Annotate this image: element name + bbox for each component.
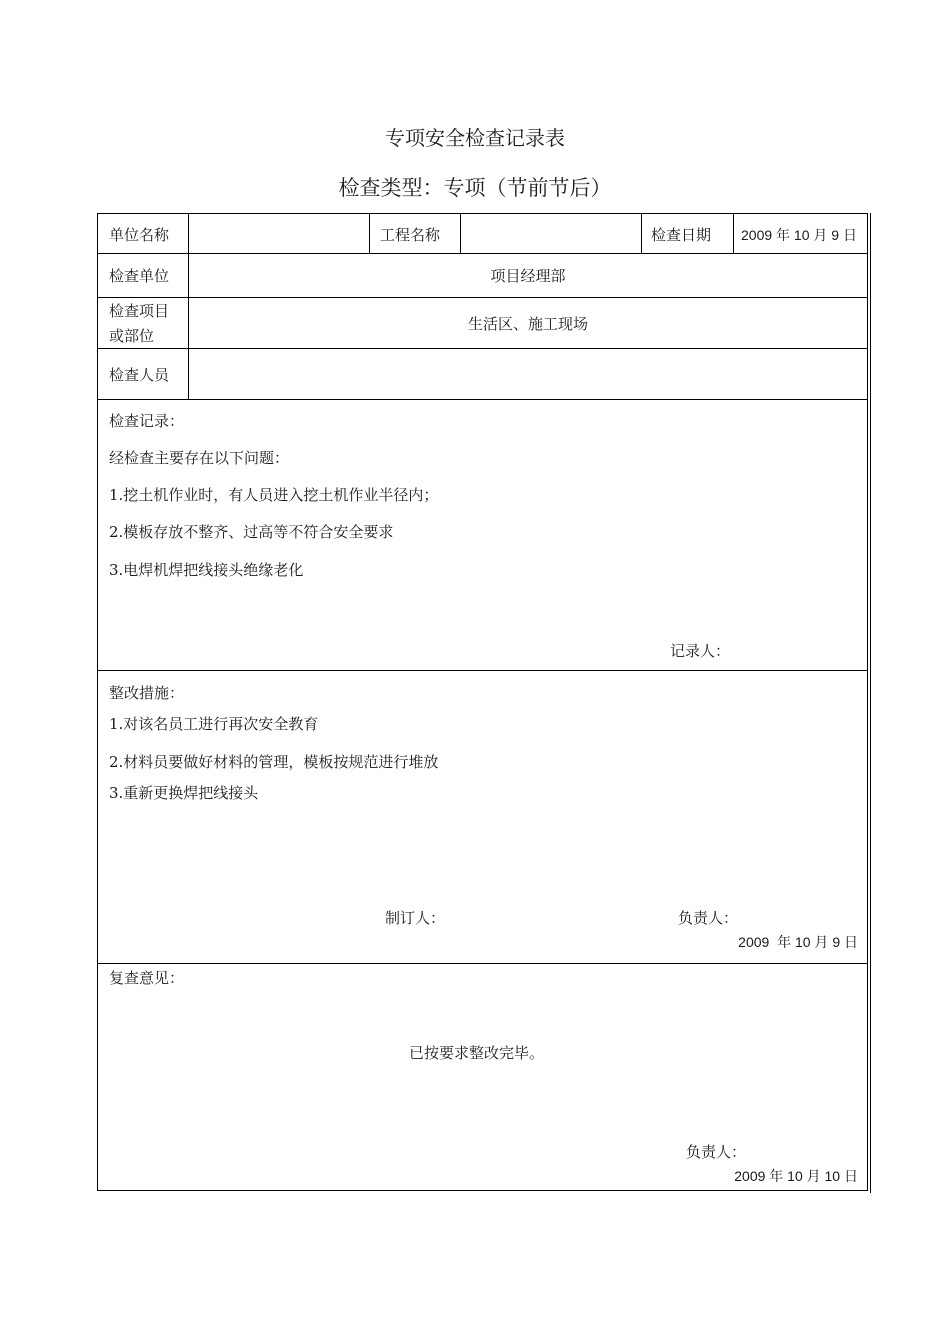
- unit-name-label: 单位名称: [109, 226, 170, 244]
- inspectors-label: 检查人员: [109, 366, 170, 384]
- inspection-item-label-line2: 或部位: [109, 327, 155, 345]
- record-item: 3.电焊机焊把线接头绝缘老化: [109, 561, 304, 579]
- inspection-item-value: 生活区、施工现场: [467, 315, 588, 333]
- row-divider: [98, 963, 867, 964]
- rectify-date: 2009 年 10 月 9 日: [738, 934, 858, 950]
- inspection-date-label: 检查日期: [651, 226, 712, 244]
- rectify-item: 3.重新更换焊把线接头: [109, 784, 259, 802]
- inspection-record-form: [97, 213, 868, 1191]
- record-heading: 检查记录：: [109, 412, 185, 430]
- document-title: 专项安全检查记录表: [385, 126, 565, 150]
- column-divider: [460, 214, 461, 254]
- row-divider: [98, 297, 867, 298]
- inspecting-unit-value: 项目经理部: [490, 267, 566, 285]
- inspection-type-subtitle: 检查类型：专项（节前节后）: [338, 176, 612, 200]
- recorder-label: 记录人：: [670, 642, 731, 660]
- review-responsible-label: 负责人：: [686, 1143, 747, 1161]
- column-divider: [369, 214, 370, 254]
- row-divider: [98, 399, 867, 400]
- inspection-item-label-line1: 检查项目: [109, 302, 170, 320]
- inspection-date-value: 2009 年 10 月 9 日: [741, 227, 857, 243]
- inspecting-unit-label: 检查单位: [109, 267, 170, 285]
- column-divider: [641, 214, 642, 254]
- row-divider: [98, 253, 867, 254]
- review-date: 2009 年 10 月 10 日: [734, 1168, 858, 1184]
- record-item: 1.挖土机作业时，有人员进入挖土机作业半径内；: [109, 486, 439, 504]
- maker-label: 制订人：: [385, 909, 446, 927]
- column-divider: [733, 214, 734, 254]
- rectify-item: 2.材料员要做好材料的管理，模板按规范进行堆放: [109, 753, 439, 771]
- column-divider: [188, 214, 189, 400]
- rectify-responsible-label: 负责人：: [678, 909, 739, 927]
- record-intro: 经检查主要存在以下问题：: [109, 449, 290, 467]
- record-item: 2.模板存放不整齐、过高等不符合安全要求: [109, 523, 394, 541]
- project-name-label: 工程名称: [380, 226, 441, 244]
- rectify-item: 1.对该名员工进行再次安全教育: [109, 715, 319, 733]
- review-text: 已按要求整改完毕。: [409, 1044, 545, 1062]
- review-heading: 复查意见：: [109, 969, 185, 987]
- rectify-heading: 整改措施：: [109, 684, 185, 702]
- row-divider: [98, 670, 867, 671]
- row-divider: [98, 348, 867, 349]
